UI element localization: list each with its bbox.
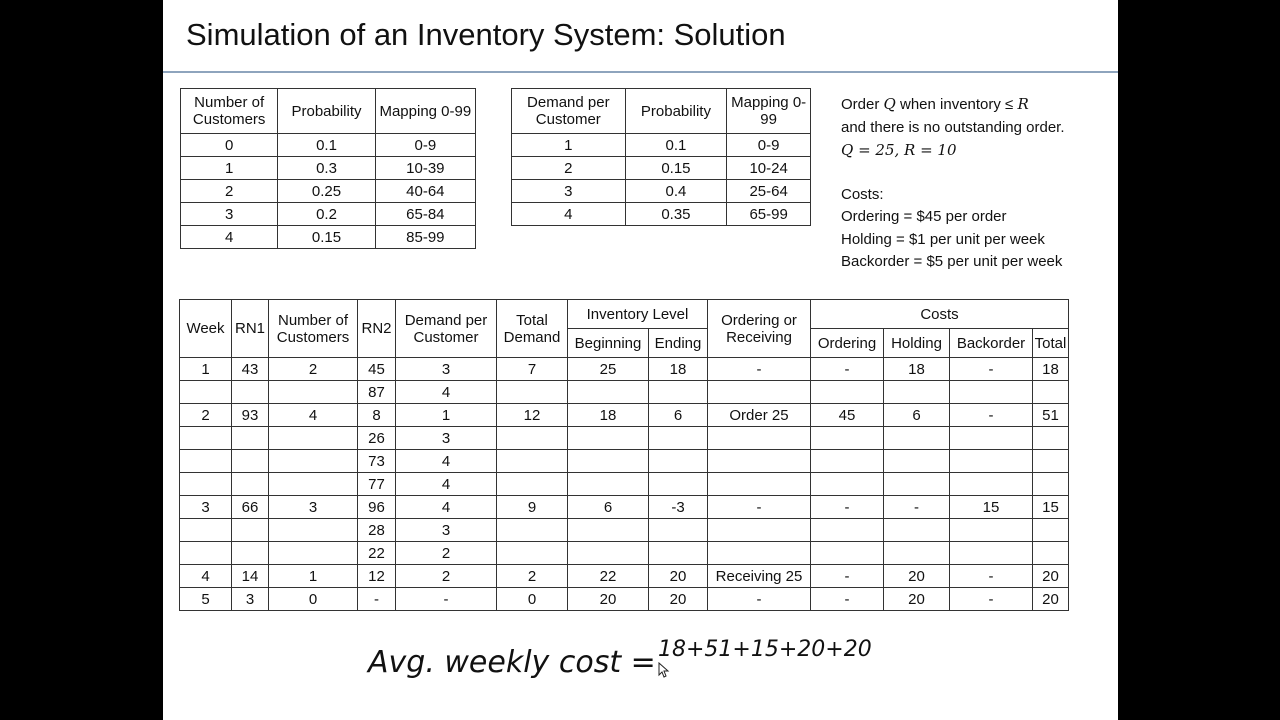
table-cell [497,381,568,404]
table-header-row [512,89,811,134]
table-cell: 15 [1033,496,1069,519]
table-cell [1033,381,1069,404]
table-cell: 20 [884,565,950,588]
table-cell: 3 [232,588,269,611]
table-cell [708,427,811,450]
table-cell [950,381,1033,404]
table-cell [649,381,708,404]
table-cell [568,519,649,542]
header-mapping: Mapping 0-99 [375,89,475,134]
table-cell: 0 [269,588,358,611]
header-week: Week [180,300,232,358]
table-cell: 4 [181,226,278,249]
table-cell: 4 [396,496,497,519]
table-cell: 4 [512,203,626,226]
table-cell: 3 [396,358,497,381]
table-cell: 6 [649,404,708,427]
table-cell: 12 [497,404,568,427]
table-cell: 0-9 [375,134,475,157]
table-cell [950,519,1033,542]
table-cell [649,473,708,496]
table-cell: 85-99 [375,226,475,249]
table-cell: 65-84 [375,203,475,226]
table-cell: 73 [358,450,396,473]
table-cell: - [811,565,884,588]
table-cell: 2 [497,565,568,588]
table-cell [708,450,811,473]
table-cell: - [708,496,811,519]
header-inventory-level: Inventory Level [568,300,708,329]
table-row [180,473,1069,496]
table-cell [811,519,884,542]
header-number-of-customers: Number of Customers [269,300,358,358]
table-cell [497,450,568,473]
table-cell [232,381,269,404]
table-cell [884,542,950,565]
header-costs: Costs [811,300,1069,329]
table-row [180,565,1069,588]
table-cell: - [950,404,1033,427]
table-cell: 9 [497,496,568,519]
table-cell [568,450,649,473]
table-cell: - [811,496,884,519]
table-row [181,180,476,203]
table-cell: 4 [396,381,497,404]
table-cell [269,542,358,565]
table-cell: 26 [358,427,396,450]
table-cell: 0.15 [278,226,375,249]
r-symbol: R [1017,95,1029,113]
table-cell: 20 [649,588,708,611]
header-ending: Ending [649,329,708,358]
table-cell: 4 [269,404,358,427]
slide-title: Simulation of an Inventory System: Solution [186,17,786,52]
header-probability: Probability [278,89,375,134]
table-cell [180,450,232,473]
policy-line-2: and there is no outstanding order. [841,118,1065,136]
table-cell: 1 [181,157,278,180]
table-cell: - [358,588,396,611]
table-cell [950,450,1033,473]
table-cell [568,427,649,450]
table-cell [708,381,811,404]
table-cell: 1 [396,404,497,427]
table-cell [649,427,708,450]
table-cell: 14 [232,565,269,588]
header-demand-per-customer: Demand per Customer [512,89,626,134]
table-cell: -3 [649,496,708,519]
table-cell: 18 [568,404,649,427]
table-cell: 12 [358,565,396,588]
table-cell [497,427,568,450]
table-cell [1033,427,1069,450]
table-cell: 1 [269,565,358,588]
table-row [181,203,476,226]
table-cell: 3 [269,496,358,519]
table-cell [649,519,708,542]
table-cell: 5 [180,588,232,611]
table-cell: 65-99 [727,203,811,226]
table-row [180,519,1069,542]
table-cell: 18 [884,358,950,381]
q-symbol: Q [883,95,896,113]
table-cell [232,519,269,542]
table-cell [269,519,358,542]
table-cell [180,473,232,496]
table-cell: 51 [1033,404,1069,427]
policy-and-costs-notes [841,93,1065,274]
table-cell: - [396,588,497,611]
table-cell [649,450,708,473]
table-cell: - [811,358,884,381]
table-cell: 0-9 [727,134,811,157]
table-cell [1033,542,1069,565]
table-row [181,157,476,180]
table-cell [811,381,884,404]
table-cell: 4 [180,565,232,588]
header-demand-per-customer: Demand per Customer [396,300,497,358]
table-cell [811,450,884,473]
header-ordering-or-receiving: Ordering or Receiving [708,300,811,358]
table-row [512,157,811,180]
table-cell: 3 [396,427,497,450]
table-cell [232,542,269,565]
table-cell [180,519,232,542]
table-cell: Order 25 [708,404,811,427]
header-number-of-customers: Number of Customers [181,89,278,134]
table-cell: 10-24 [727,157,811,180]
table-cell [232,450,269,473]
table-cell: 7 [497,358,568,381]
header-mapping: Mapping 0-99 [727,89,811,134]
table-cell [811,542,884,565]
table-cell [497,473,568,496]
slide [163,0,1118,720]
table-cell: 20 [1033,565,1069,588]
table-cell: 77 [358,473,396,496]
table-cell: 6 [884,404,950,427]
costs-heading: Costs: [841,185,884,203]
header-beginning: Beginning [568,329,649,358]
table-cell [269,473,358,496]
table-row [180,381,1069,404]
header-total-demand: Total Demand [497,300,568,358]
table-cell: 2 [512,157,626,180]
table-cell: - [950,358,1033,381]
table-cell: 3 [181,203,278,226]
table-cell [950,473,1033,496]
table-cell: 20 [884,588,950,611]
table-row [181,134,476,157]
demand-probability-table [511,88,811,226]
table-cell: 2 [396,542,497,565]
handwritten-annotation [368,628,888,698]
table-cell: 18 [1033,358,1069,381]
table-cell: 45 [811,404,884,427]
table-cell [884,381,950,404]
table-cell: 28 [358,519,396,542]
mouse-cursor-icon [658,662,670,678]
table-cell: 0.4 [625,180,727,203]
table-cell: 1 [180,358,232,381]
table-cell [232,473,269,496]
table-cell: 66 [232,496,269,519]
table-cell [708,542,811,565]
table-cell [884,450,950,473]
table-cell: - [708,588,811,611]
handwritten-label: Avg. weekly cost = [368,645,656,680]
table-cell [708,473,811,496]
table-cell: 2 [181,180,278,203]
table-cell: 22 [568,565,649,588]
table-cell: 25 [568,358,649,381]
table-row [180,496,1069,519]
table-cell: 0 [497,588,568,611]
table-cell: 0.15 [625,157,727,180]
table-row [181,226,476,249]
table-cell: 2 [396,565,497,588]
table-cell: 0.1 [625,134,727,157]
table-cell [180,542,232,565]
backorder-cost: Backorder = $5 per unit per week [841,253,1063,270]
table-cell [884,427,950,450]
table-row [180,427,1069,450]
customers-probability-table [180,88,476,249]
table-cell [884,473,950,496]
table-cell [811,427,884,450]
table-cell: 20 [1033,588,1069,611]
table-cell [568,542,649,565]
table-cell [811,473,884,496]
table-row [512,203,811,226]
table-cell: 93 [232,404,269,427]
table-header-row [181,89,476,134]
table-row [512,180,811,203]
table-cell: 4 [396,450,497,473]
table-cell: 0.35 [625,203,727,226]
table-cell: - [950,565,1033,588]
table-cell [180,381,232,404]
table-cell: 0.3 [278,157,375,180]
table-cell: - [708,358,811,381]
table-cell [950,427,1033,450]
table-cell [708,519,811,542]
table-cell [497,542,568,565]
table-cell: 25-64 [727,180,811,203]
table-cell: - [884,496,950,519]
table-cell: Receiving 25 [708,565,811,588]
table-cell [884,519,950,542]
header-probability: Probability [625,89,727,134]
table-row [180,588,1069,611]
table-cell: - [950,588,1033,611]
table-cell: 2 [180,404,232,427]
title-divider [163,71,1118,73]
header-cost-backorder: Backorder [950,329,1033,358]
header-cost-ordering: Ordering [811,329,884,358]
table-cell [269,427,358,450]
policy-line-1 [841,93,1065,117]
table-cell [950,542,1033,565]
spacer [841,162,1065,184]
table-cell: 8 [358,404,396,427]
ordering-cost: Ordering = $45 per order [841,208,1007,225]
table-cell: 1 [512,134,626,157]
header-cost-total: Total [1033,329,1069,358]
policy-parameters: Q = 25, R = 10 [841,141,957,159]
table-cell [269,381,358,404]
table-cell: 18 [649,358,708,381]
table-cell: 45 [358,358,396,381]
table-cell: 20 [568,588,649,611]
table-row [180,542,1069,565]
table-cell [232,427,269,450]
table-row [180,358,1069,381]
table-cell [269,450,358,473]
table-row [180,450,1069,473]
table-cell: 43 [232,358,269,381]
table-header-row [180,300,1069,329]
table-cell [1033,450,1069,473]
table-cell: 3 [512,180,626,203]
table-cell [1033,473,1069,496]
table-cell: 6 [568,496,649,519]
table-row [180,404,1069,427]
table-cell: - [811,588,884,611]
table-cell: 0.1 [278,134,375,157]
table-cell [568,473,649,496]
table-cell: 22 [358,542,396,565]
table-row [512,134,811,157]
table-cell [649,542,708,565]
table-cell: 3 [180,496,232,519]
table-cell: 3 [396,519,497,542]
handwritten-expression: 18+51+15+20+20 [658,637,872,662]
table-cell: 2 [269,358,358,381]
holding-cost: Holding = $1 per unit per week [841,230,1045,248]
table-cell: 15 [950,496,1033,519]
table-cell: 4 [396,473,497,496]
table-cell: 20 [649,565,708,588]
table-cell [180,427,232,450]
table-cell [497,519,568,542]
table-cell: 87 [358,381,396,404]
table-cell: 40-64 [375,180,475,203]
table-cell [1033,519,1069,542]
table-cell: 0.2 [278,203,375,226]
header-rn1: RN1 [232,300,269,358]
table-cell: 96 [358,496,396,519]
table-cell: 10-39 [375,157,475,180]
table-cell: 0.25 [278,180,375,203]
table-cell: 0 [181,134,278,157]
table-cell [568,381,649,404]
policy-text: when inventory ≤ [895,96,1018,113]
simulation-table [179,299,1069,611]
policy-text: Order [841,96,884,113]
header-cost-holding: Holding [884,329,950,358]
header-rn2: RN2 [358,300,396,358]
